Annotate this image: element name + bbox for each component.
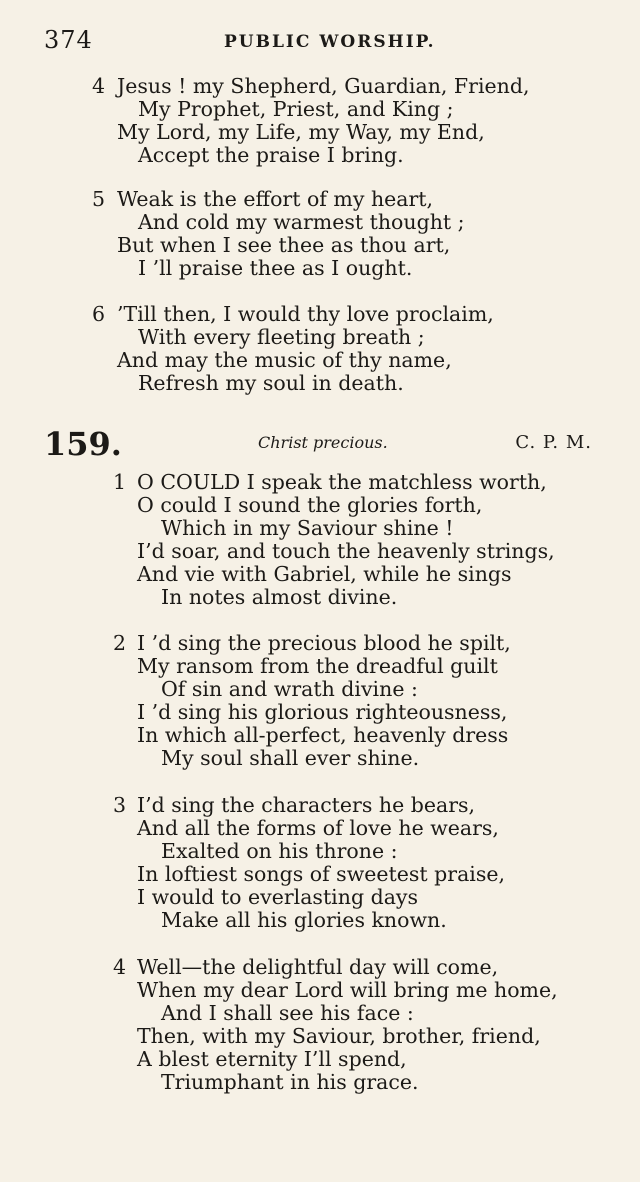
verse-line: Well—the delightful day will come, bbox=[137, 955, 499, 979]
stanza-number: 3 bbox=[113, 793, 127, 817]
verse-line: And cold my warmest thought ; bbox=[138, 210, 465, 234]
verse-line: My Lord, my Life, my Way, my End, bbox=[117, 120, 485, 144]
verse-line: Accept the praise I bring. bbox=[138, 143, 404, 167]
verse-line: I ’d sing the precious blood he spilt, bbox=[137, 631, 511, 655]
verse-line: Jesus ! my Shepherd, Guardian, Friend, bbox=[117, 74, 530, 98]
verse-line: ’Till then, I would thy love proclaim, bbox=[117, 302, 494, 326]
verse-line: In loftiest songs of sweetest praise, bbox=[137, 862, 506, 886]
verse-line: Of sin and wrath divine : bbox=[161, 677, 418, 701]
verse-line: Which in my Saviour shine ! bbox=[161, 516, 454, 540]
verse-line: And I shall see his face : bbox=[161, 1001, 414, 1025]
running-head: PUBLIC WORSHIP. bbox=[224, 32, 436, 52]
hymn-number: 159. bbox=[44, 425, 122, 463]
stanza-number: 2 bbox=[113, 631, 127, 655]
verse-line: In which all-perfect, heavenly dress bbox=[137, 723, 509, 747]
verse-line: O could I sound the glories forth, bbox=[137, 493, 483, 517]
verse-line: I would to everlasting days bbox=[137, 885, 419, 909]
verse-line: Make all his glories known. bbox=[161, 908, 447, 932]
stanza-number: 5 bbox=[92, 187, 106, 211]
verse-line: Refresh my soul in death. bbox=[138, 371, 404, 395]
verse-line: Exalted on his throne : bbox=[161, 839, 398, 863]
stanza-number: 6 bbox=[92, 302, 106, 326]
stanza-number: 1 bbox=[113, 470, 127, 494]
stanza-number: 4 bbox=[113, 955, 127, 979]
stanza-number: 4 bbox=[92, 74, 106, 98]
verse-line: My soul shall ever shine. bbox=[161, 746, 420, 770]
verse-line: With every fleeting breath ; bbox=[138, 325, 425, 349]
verse-line: And vie with Gabriel, while he sings bbox=[137, 562, 512, 586]
page-number: 374 bbox=[44, 26, 93, 54]
verse-line: Triumphant in his grace. bbox=[161, 1070, 419, 1094]
verse-line: A blest eternity I’ll spend, bbox=[137, 1047, 407, 1071]
hymn-heading bbox=[44, 425, 596, 461]
verse-line: Weak is the effort of my heart, bbox=[117, 187, 434, 211]
verse-line: I ’d sing his glorious righteousness, bbox=[137, 700, 508, 724]
verse-line: My ransom from the dreadful guilt bbox=[137, 654, 498, 678]
verse-line: Then, with my Saviour, brother, friend, bbox=[137, 1024, 541, 1048]
verse-line: I’d sing the characters he bears, bbox=[137, 793, 476, 817]
verse-line: I ’ll praise thee as I ought. bbox=[138, 256, 413, 280]
hymn-title: Christ precious. bbox=[258, 433, 388, 452]
verse-line: But when I see thee as thou art, bbox=[117, 233, 451, 257]
verse-line: In notes almost divine. bbox=[161, 585, 398, 609]
verse-line: O COULD I speak the matchless worth, bbox=[137, 470, 547, 494]
page-header bbox=[44, 26, 596, 56]
verse-line: My Prophet, Priest, and King ; bbox=[138, 97, 454, 121]
verse-line: And all the forms of love he wears, bbox=[137, 816, 499, 840]
verse-line: I’d soar, and touch the heavenly strings, bbox=[137, 539, 555, 563]
verse-line: And may the music of thy name, bbox=[117, 348, 452, 372]
hymn-meter: C. P. M. bbox=[515, 432, 592, 453]
verse-line: When my dear Lord will bring me home, bbox=[137, 978, 558, 1002]
